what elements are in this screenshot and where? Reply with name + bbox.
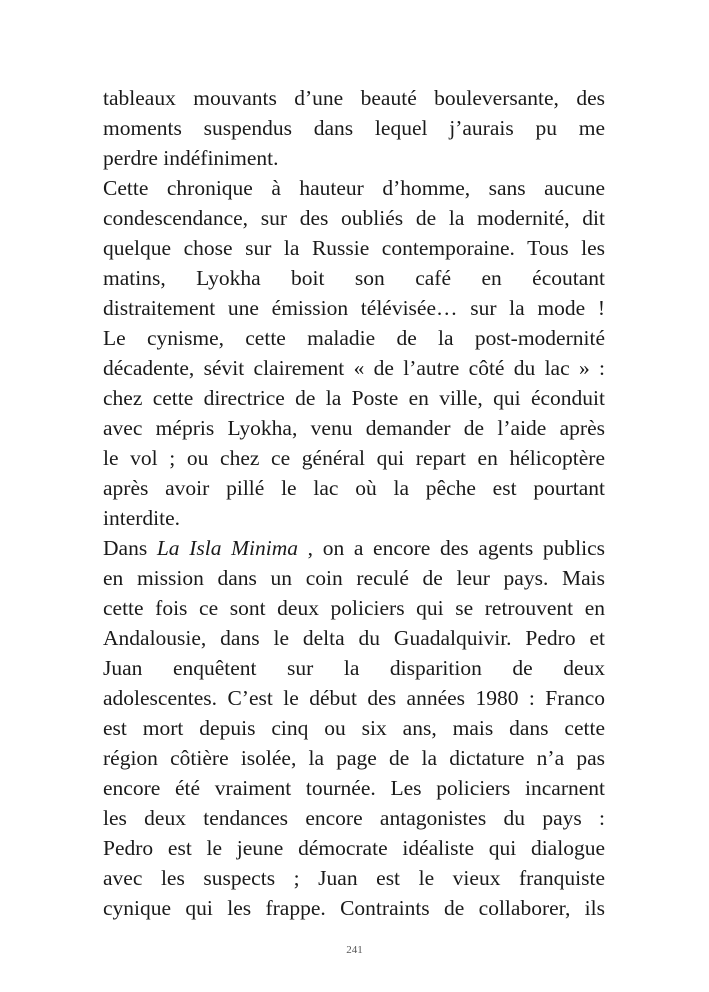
text-line: après avoir pillé le lac où la pêche est pourtant [103,476,605,500]
text-line: le vol ; ou chez ce général qui repart en hélicoptère [103,446,605,470]
text-line: Le cynisme, cette maladie de la post-modernité [103,326,605,350]
text-line: moments suspendus dans lequel j’aurais pu me [103,116,605,140]
text-line: encore été vraiment tournée. Les policiers incarnent [103,776,605,800]
text-line-with-title [103,533,605,563]
text-line: Juan enquêtent sur la disparition de deux [103,656,605,680]
page-body [103,83,605,923]
text-fragment: , on a encore des agents publics [298,536,605,560]
page-number: 241 [346,944,363,956]
text-line: les deux tendances encore antagonistes du pays : [103,806,605,830]
text-line: condescendance, sur des oubliés de la modernité, dit [103,206,605,230]
text-line: distraitement une émission télévisée… sur la mode ! [103,296,605,320]
text-line: est mort depuis cinq ou six ans, mais dans cette [103,716,605,740]
text-line: région côtière isolée, la page de la dictature n’a pas [103,746,605,770]
text-line: cynique qui les frappe. Contraints de collaborer, ils [103,896,605,920]
text-line: tableaux mouvants d’une beauté bouleversante, des [103,86,605,110]
text-line: chez cette directrice de la Poste en ville, qui éconduit [103,386,605,410]
text-line: avec les suspects ; Juan est le vieux franquiste [103,866,605,890]
text-fragment: Dans [103,536,157,560]
text-line: Pedro est le jeune démocrate idéaliste qui dialogue [103,836,605,860]
text-line: en mission dans un coin reculé de leur pays. Mais [103,566,605,590]
text-line: quelque chose sur la Russie contemporaine. Tous les [103,236,605,260]
text-line: Andalousie, dans le delta du Guadalquivir. Pedro et [103,626,605,650]
text-line: perdre indéfiniment. [103,146,279,170]
text-line: interdite. [103,506,181,530]
text-line: cette fois ce sont deux policiers qui se retrouvent en [103,596,605,620]
text-line: avec mépris Lyokha, venu demander de l’aide après [103,416,605,440]
text-line: matins, Lyokha boit son café en écoutant [103,266,605,290]
text-line: décadente, sévit clairement « de l’autre côté du lac » : [103,356,605,380]
film-title: La Isla Minima [156,536,298,560]
text-line: adolescentes. C’est le début des années 1980 : Franco [103,686,605,710]
text-line: Cette chronique à hauteur d’homme, sans aucune [103,176,605,200]
